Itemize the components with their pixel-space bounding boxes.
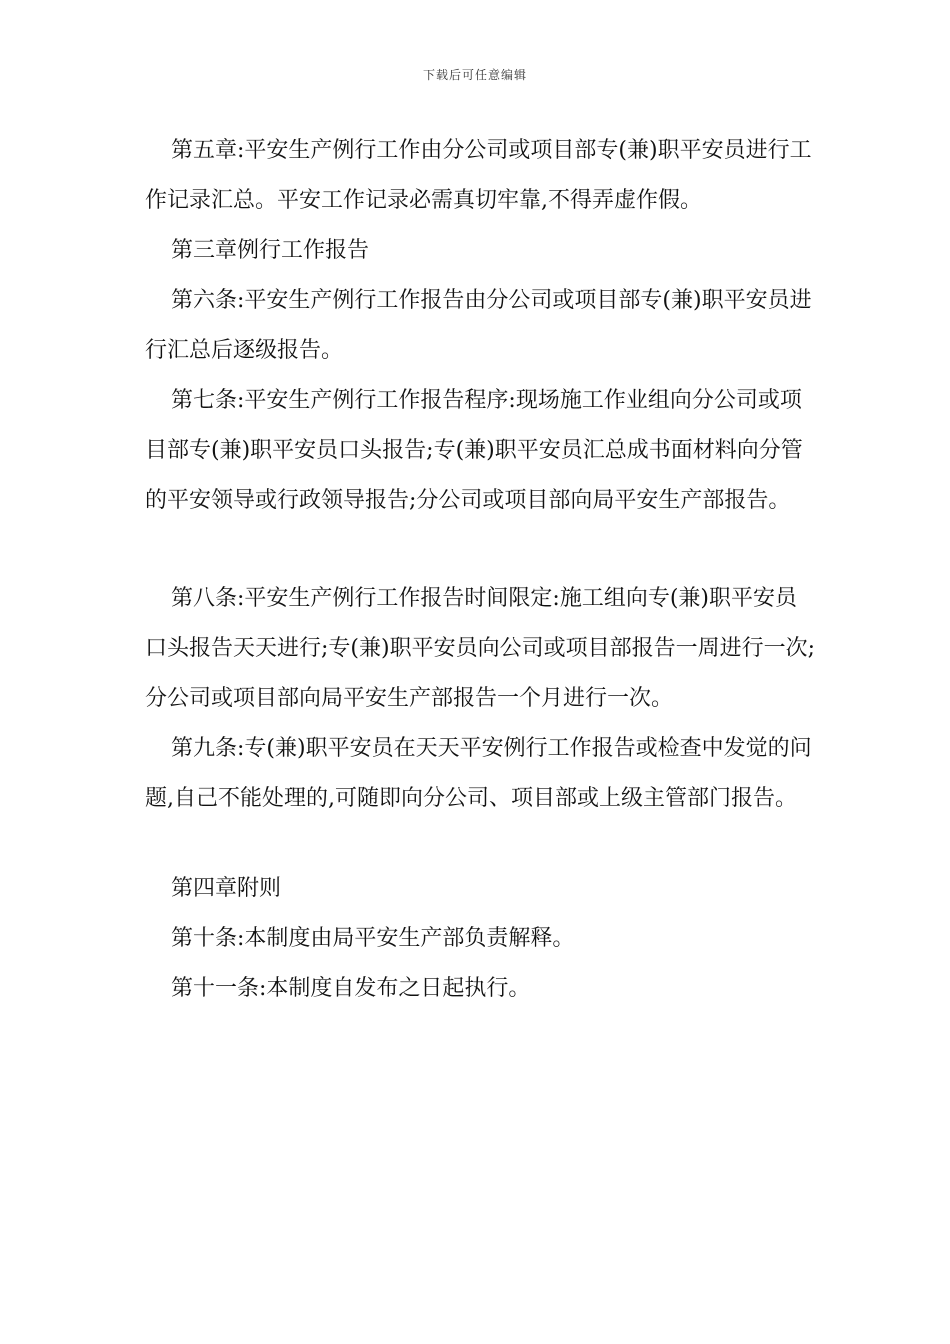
paragraph-article-5: 第五章:平安生产例行工作由分公司或项目部专(兼)职平安员进行工作记录汇总。平安工作记录必需真切牢靠,不得弄虚作假。 [145,138,812,213]
paragraph-article-9: 第九条:专(兼)职平安员在天天平安例行工作报告或检查中发觉的问题,自己不能处理的,可随即向分公司、项目部或上级主管部门报告。 [145,736,812,811]
paragraph-spacer [145,824,815,864]
chapter-4-heading: 第四章附则 [171,876,282,901]
paragraph-article-6: 第六条:平安生产例行工作报告由分公司或项目部专(兼)职平安员进行汇总后逐级报告。 [145,288,812,363]
document-body [145,126,815,1014]
page-header-note: 下载后可任意编辑 [422,68,527,82]
chapter-3-heading: 第三章例行工作报告 [171,238,370,263]
paragraph-spacer [145,526,815,574]
paragraph-article-10: 第十条:本制度由局平安生产部负责解释。 [171,926,575,951]
paragraph-article-8: 第八条:平安生产例行工作报告时间限定:施工组向专(兼)职平安员口头报告天天进行;专(兼)职平安员向公司或项目部报告一周进行一次;分公司或项目部向局平安生产部报告一个月进行一次。 [145,586,815,711]
paragraph-article-11: 第十一条:本制度自发布之日起执行。 [171,976,531,1001]
paragraph-article-7: 第七条:平安生产例行工作报告程序:现场施工作业组向分公司或项目部专(兼)职平安员口头报告;专(兼)职平安员汇总成书面材料向分管的平安领导或行政领导报告;分公司或项目部向局平安生产部报告。 [145,388,803,513]
